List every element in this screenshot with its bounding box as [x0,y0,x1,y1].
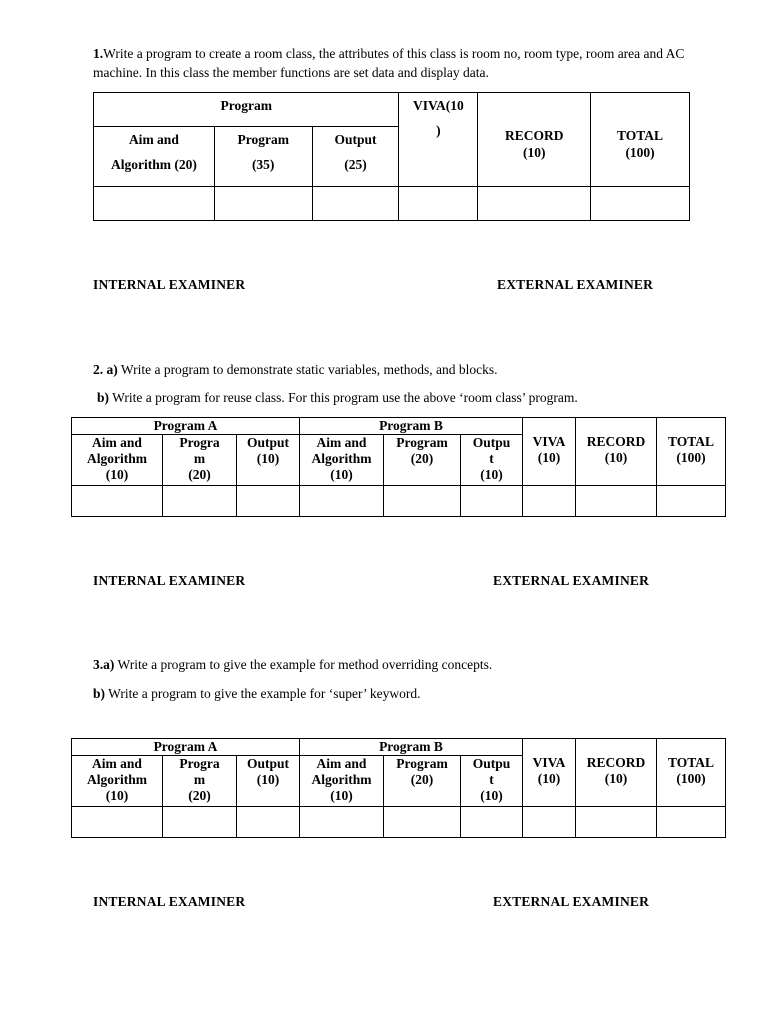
marks-table-1-group: Program [94,93,399,127]
marks-table-2-output-b: Outpu t (10) [461,435,523,486]
marks-table-3-aim-b: Aim and Algorithm (10) [300,756,384,807]
marks-cell [384,486,461,517]
marks-cell [478,187,591,221]
marks-cell [384,807,461,838]
marks-table-3-output-b: Outpu t (10) [461,756,523,807]
marks-cell [163,486,237,517]
marks-cell [576,486,657,517]
marks-table-3-record: RECORD (10) [576,739,657,807]
marks-table-3-viva: VIVA (10) [523,739,576,807]
marks-table-1-record: RECORD (10) [478,93,591,187]
marks-cell [657,807,726,838]
question-3a: 3.a) Write a program to give the example for method overriding concepts. [93,657,493,672]
marks-table-2-aim-a: Aim and Algorithm (10) [72,435,163,486]
marks-cell [163,807,237,838]
question-3b: b) Write a program to give the example for ‘super’ keyword. [93,686,421,701]
marks-cell [237,486,300,517]
marks-table-2-output-a: Output (10) [237,435,300,486]
marks-table-2-total: TOTAL (100) [657,418,726,486]
marks-cell [214,187,312,221]
external-examiner-2: EXTERNAL EXAMINER [493,573,650,588]
marks-table-3-total: TOTAL (100) [657,739,726,807]
marks-table-1-output: Output (25) [312,127,399,187]
marks-table-2-group-a: Program A [72,418,300,435]
marks-cell [72,807,163,838]
marks-table-2 [71,417,726,517]
marks-table-1-viva: VIVA(10 ) [399,93,478,187]
marks-cell [523,486,576,517]
marks-table-3-aim-a: Aim and Algorithm (10) [72,756,163,807]
marks-cell [657,486,726,517]
marks-cell [94,187,215,221]
marks-cell [237,807,300,838]
marks-table-3-program-a: Progra m (20) [163,756,237,807]
marks-table-1-aim: Aim and Algorithm (20) [94,127,215,187]
marks-cell [300,486,384,517]
question-2a: 2. a) Write a program to demonstrate static variables, methods, and blocks. [93,362,498,377]
marks-table-1 [93,92,690,221]
marks-table-3 [71,738,726,838]
marks-table-3-group-a: Program A [72,739,300,756]
marks-table-2-aim-b: Aim and Algorithm (10) [300,435,384,486]
internal-examiner-2: INTERNAL EXAMINER [93,573,246,588]
marks-cell [300,807,384,838]
external-examiner-3: EXTERNAL EXAMINER [493,894,650,909]
marks-table-2-group-b: Program B [300,418,523,435]
marks-cell [576,807,657,838]
marks-table-2-record: RECORD (10) [576,418,657,486]
marks-cell [461,486,523,517]
marks-table-1-total: TOTAL (100) [591,93,690,187]
marks-table-3-program-b: Program (20) [384,756,461,807]
marks-table-2-program-a: Progra m (20) [163,435,237,486]
external-examiner-1: EXTERNAL EXAMINER [497,277,654,292]
question-1 [93,44,693,82]
marks-table-3-output-a: Output (10) [237,756,300,807]
question-2b: b) Write a program for reuse class. For this program use the above ‘room class’ program. [97,390,578,405]
internal-examiner-3: INTERNAL EXAMINER [93,894,246,909]
marks-cell [591,187,690,221]
marks-table-1-program: Program (35) [214,127,312,187]
question-1-text: Write a program to create a room class, the attributes of this class is room no, room type, room area and AC machine. In this class the member functions are set data and display data. [93,46,685,80]
marks-table-2-viva: VIVA (10) [523,418,576,486]
internal-examiner-1: INTERNAL EXAMINER [93,277,246,292]
marks-cell [399,187,478,221]
question-1-number: 1. [93,46,104,61]
marks-table-3-group-b: Program B [300,739,523,756]
marks-table-2-program-b: Program (20) [384,435,461,486]
marks-cell [312,187,399,221]
marks-cell [461,807,523,838]
marks-cell [72,486,163,517]
marks-cell [523,807,576,838]
